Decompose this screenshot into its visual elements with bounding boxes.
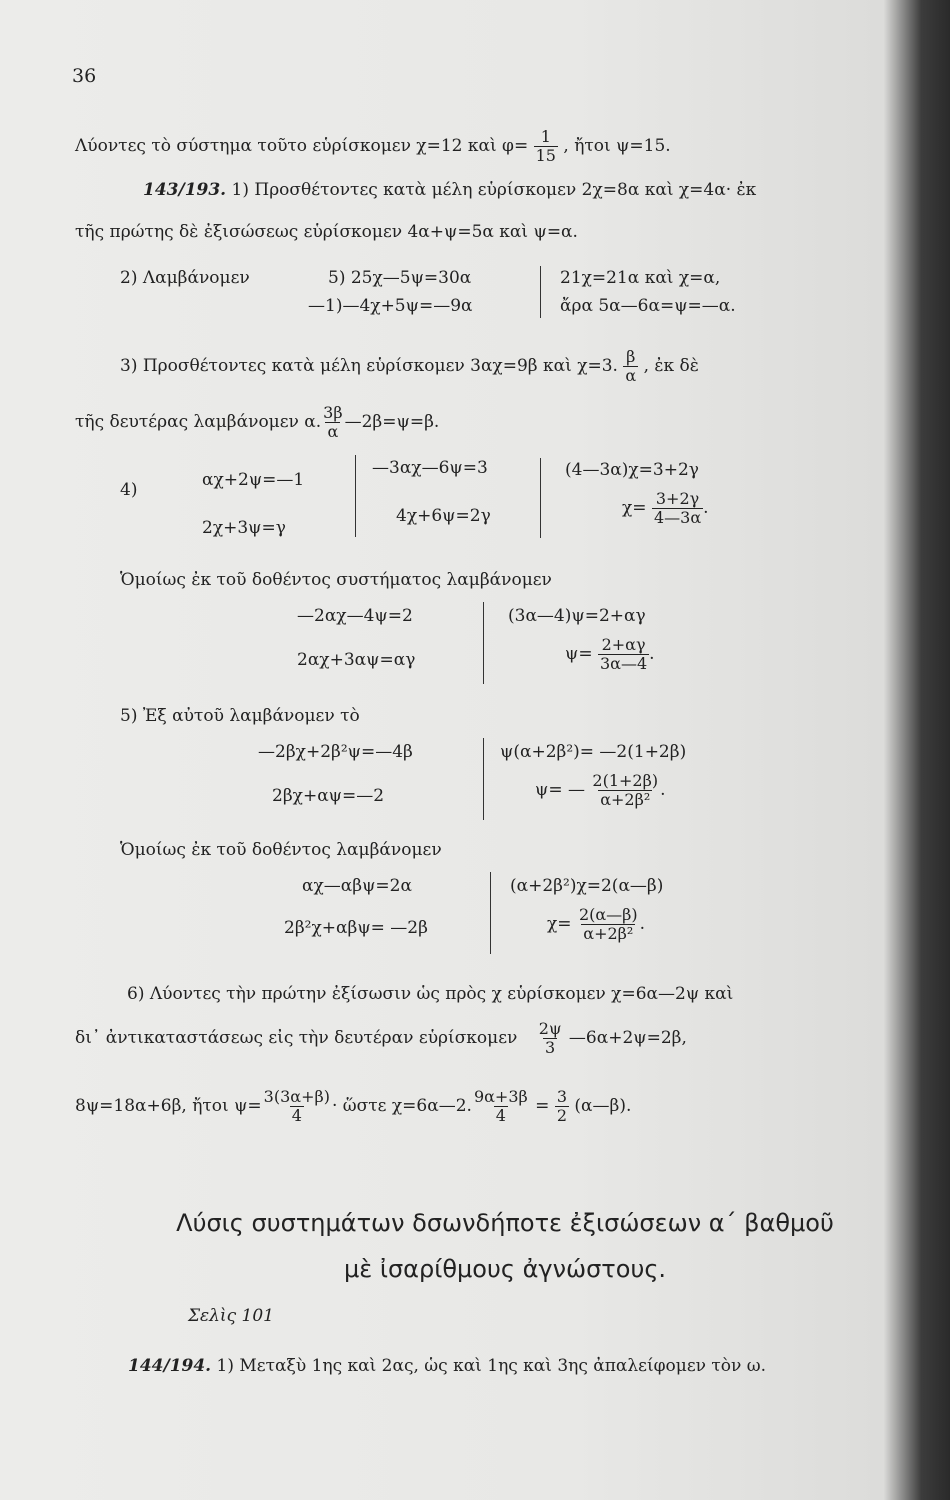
page-number: 36 bbox=[72, 65, 97, 87]
part2-result-1: 21χ=21α καὶ χ=α, bbox=[560, 268, 721, 288]
part3-tail: , ἐκ δὲ bbox=[643, 356, 699, 376]
fraction-1-15 bbox=[534, 128, 558, 165]
fraction-numerator: 2ψ bbox=[538, 1019, 562, 1038]
fraction-denominator: 3 bbox=[545, 1038, 556, 1057]
part5-result-2: ψ= — $\frac{2(1+2\beta)}{\text{α+2β²}}$ . bbox=[535, 771, 666, 809]
part2-divider bbox=[540, 266, 541, 318]
fraction-denominator: α bbox=[327, 422, 339, 441]
part4-result-1: (4—3α)χ=3+2γ bbox=[565, 460, 699, 480]
fraction-numerator: 9α+3β bbox=[473, 1087, 528, 1106]
fraction-beta-alpha bbox=[623, 348, 638, 385]
part4-divider-2 bbox=[540, 458, 541, 538]
part4-result-2-lhs: χ= bbox=[622, 498, 647, 518]
part2-result-2: ἄρα 5α—6α=ψ=—α. bbox=[560, 296, 736, 316]
part6-line2-tail: —6α+2ψ=2β, bbox=[568, 1028, 687, 1048]
part3-line2 bbox=[75, 404, 439, 441]
fraction-3beta-alpha bbox=[321, 404, 344, 441]
similarly1-result-1: (3α—4)ψ=2+αγ bbox=[508, 606, 646, 626]
part4-middle-2: 4χ+6ψ=2γ bbox=[396, 506, 491, 526]
fraction-denominator: 4 bbox=[291, 1106, 302, 1125]
part3-text: 3) Προσθέτοντες κατὰ μέλη εὑρίσκομεν 3αχ=9β καὶ χ=3. bbox=[120, 356, 618, 376]
fraction-numerator: 2+αγ bbox=[601, 635, 646, 654]
part3-line1 bbox=[120, 348, 699, 385]
similarly-paragraph-1: Ὁμοίως ἐκ τοῦ δοθέντος συστήματος λαμβάνομεν bbox=[120, 570, 552, 590]
fraction-denominator: α+2β² bbox=[600, 790, 651, 809]
exercise-143-line1 bbox=[143, 180, 756, 200]
part3-line2-text: τῆς δευτέρας λαμβάνομεν α. bbox=[75, 412, 322, 432]
similarly-paragraph-2: Ὁμοίως ἐκ τοῦ δοθέντος λαμβάνομεν bbox=[120, 840, 442, 860]
part2-equation-2: —1)—4χ+5ψ=—9α bbox=[308, 296, 473, 316]
fraction-numerator: 3(3α+β) bbox=[263, 1087, 330, 1106]
paragraph-intro-text: Λύοντες τὸ σύστημα τοῦτο εὑρίσκομεν χ=12 καὶ φ= bbox=[75, 136, 529, 156]
part6-line3-a: 8ψ=18α+6β, ἤτοι ψ= bbox=[75, 1096, 262, 1116]
fraction-numerator: 3β bbox=[323, 403, 343, 422]
similarly1-divider bbox=[483, 602, 484, 684]
section-title-line1: Λύσις συστημάτων δσωνδήποτε ἐξισώσεων α΄ βαθμοῦ bbox=[176, 1209, 834, 1237]
fraction-numerator: β bbox=[626, 347, 636, 366]
fraction-denominator: 3α—4 bbox=[599, 654, 648, 673]
paragraph-intro-tail: , ἤτοι ψ=15. bbox=[563, 136, 671, 156]
part5-divider bbox=[483, 738, 484, 820]
part4-label: 4) bbox=[120, 480, 138, 500]
fraction-numerator: 2(α—β) bbox=[578, 905, 638, 924]
exercise-143-label: 143/193. bbox=[143, 180, 227, 200]
paragraph-intro bbox=[75, 128, 671, 165]
similarly2-result-2-lhs: χ= bbox=[547, 914, 572, 934]
exercise-143-line2: τῆς πρώτης δὲ ἐξισώσεως εὑρίσκομεν 4α+ψ=5α καὶ ψ=α. bbox=[75, 222, 578, 242]
fraction-x-part-similarly2 bbox=[577, 906, 640, 943]
exercise-144-label: 144/194. bbox=[128, 1356, 212, 1376]
similarly1-equation-1: —2αχ—4ψ=2 bbox=[297, 606, 413, 626]
similarly2-divider bbox=[490, 872, 491, 954]
part5-equation-1: —2βχ+2β²ψ=—4β bbox=[258, 742, 413, 762]
part6-line2-text: δι᾿ ἀντικαταστάσεως εἰς τὴν δευτέραν εὑρίσκομεν bbox=[75, 1028, 518, 1048]
part4-middle-1: —3αχ—6ψ=3 bbox=[372, 458, 488, 478]
fraction-denominator: 2 bbox=[556, 1106, 568, 1125]
page-reference: Σελὶς 101 bbox=[188, 1306, 274, 1326]
fraction-3-3a-b-4 bbox=[262, 1088, 332, 1125]
fraction-psi-part5 bbox=[590, 772, 660, 809]
fraction-denominator: α+2β² bbox=[583, 924, 634, 943]
part6-line2 bbox=[75, 1020, 687, 1057]
fraction-2psi-3 bbox=[537, 1020, 564, 1057]
fraction-9a-3b-4 bbox=[472, 1088, 530, 1125]
part3-line2-tail: —2β=ψ=β. bbox=[344, 412, 440, 432]
exercise-144-text: 1) Μεταξὺ 1ης καὶ 2ας, ὡς καὶ 1ης καὶ 3ης ἀπαλείφομεν τὸν ω. bbox=[211, 1356, 767, 1376]
part6-line3-b: · ὥστε χ=6α—2. bbox=[331, 1096, 472, 1116]
part6-line1: 6) Λύοντες τὴν πρώτην ἐξίσωσιν ὡς πρὸς χ εὑρίσκομεν χ=6α—2ψ καὶ bbox=[127, 984, 734, 1004]
part4-result-2: χ= $\frac{3+2\gamma}{4—3\alpha}$ . bbox=[622, 489, 709, 527]
fraction-numerator: 1 bbox=[540, 127, 551, 146]
fraction-numerator: 3 bbox=[556, 1087, 568, 1106]
similarly1-result-2: ψ= $\frac{2+\alpha\gamma}{3\alpha—4}$ . bbox=[565, 635, 655, 673]
part2-equation-1: 5) 25χ—5ψ=30α bbox=[328, 268, 472, 288]
part6-line3 bbox=[75, 1088, 631, 1125]
part4-equation-1: αχ+2ψ=—1 bbox=[202, 470, 305, 490]
similarly2-result-1: (α+2β²)χ=2(α—β) bbox=[510, 876, 664, 896]
section-title-line2: μὲ ἰσαρίθμους ἀγνώστους. bbox=[343, 1255, 667, 1283]
similarly2-result-2: χ= $\frac{2(\alpha—\beta)}{\text{α+2β²}}$ . bbox=[547, 905, 646, 943]
part5-intro: 5) Ἐξ αὐτοῦ λαμβάνομεν τὸ bbox=[120, 706, 360, 726]
fraction-3-2 bbox=[555, 1088, 569, 1125]
similarly1-equation-2: 2αχ+3αψ=αγ bbox=[297, 650, 416, 670]
exercise-143-text: 1) Προσθέτοντες κατὰ μέλη εὑρίσκομεν 2χ=8α καὶ χ=4α· ἐκ bbox=[226, 180, 757, 200]
part4-divider-1 bbox=[355, 455, 356, 537]
similarly1-result-2-lhs: ψ= bbox=[565, 644, 593, 664]
fraction-x-solution bbox=[652, 490, 703, 527]
part6-line3-d: (α—β). bbox=[574, 1096, 632, 1116]
fraction-numerator: 3+2γ bbox=[655, 489, 700, 508]
fraction-numerator: 2(1+2β) bbox=[592, 771, 659, 790]
fraction-denominator: 4—3α bbox=[653, 508, 702, 527]
part5-result-2-lhs: ψ= — bbox=[535, 780, 585, 800]
similarly2-equation-1: αχ—αβψ=2α bbox=[302, 876, 412, 896]
similarly2-equation-2: 2β²χ+αβψ= —2β bbox=[284, 918, 428, 938]
fraction-denominator: α bbox=[625, 366, 637, 385]
part5-equation-2: 2βχ+αψ=—2 bbox=[272, 786, 385, 806]
fraction-psi-solution bbox=[598, 636, 649, 673]
part2-intro: 2) Λαμβάνομεν bbox=[120, 268, 250, 288]
exercise-144-line bbox=[128, 1356, 766, 1376]
part6-line3-c: = bbox=[535, 1096, 550, 1116]
fraction-denominator: 15 bbox=[535, 146, 556, 165]
part5-result-1: ψ(α+2β²)= —2(1+2β) bbox=[500, 742, 687, 762]
fraction-denominator: 4 bbox=[495, 1106, 506, 1125]
part4-equation-2: 2χ+3ψ=γ bbox=[202, 518, 286, 538]
